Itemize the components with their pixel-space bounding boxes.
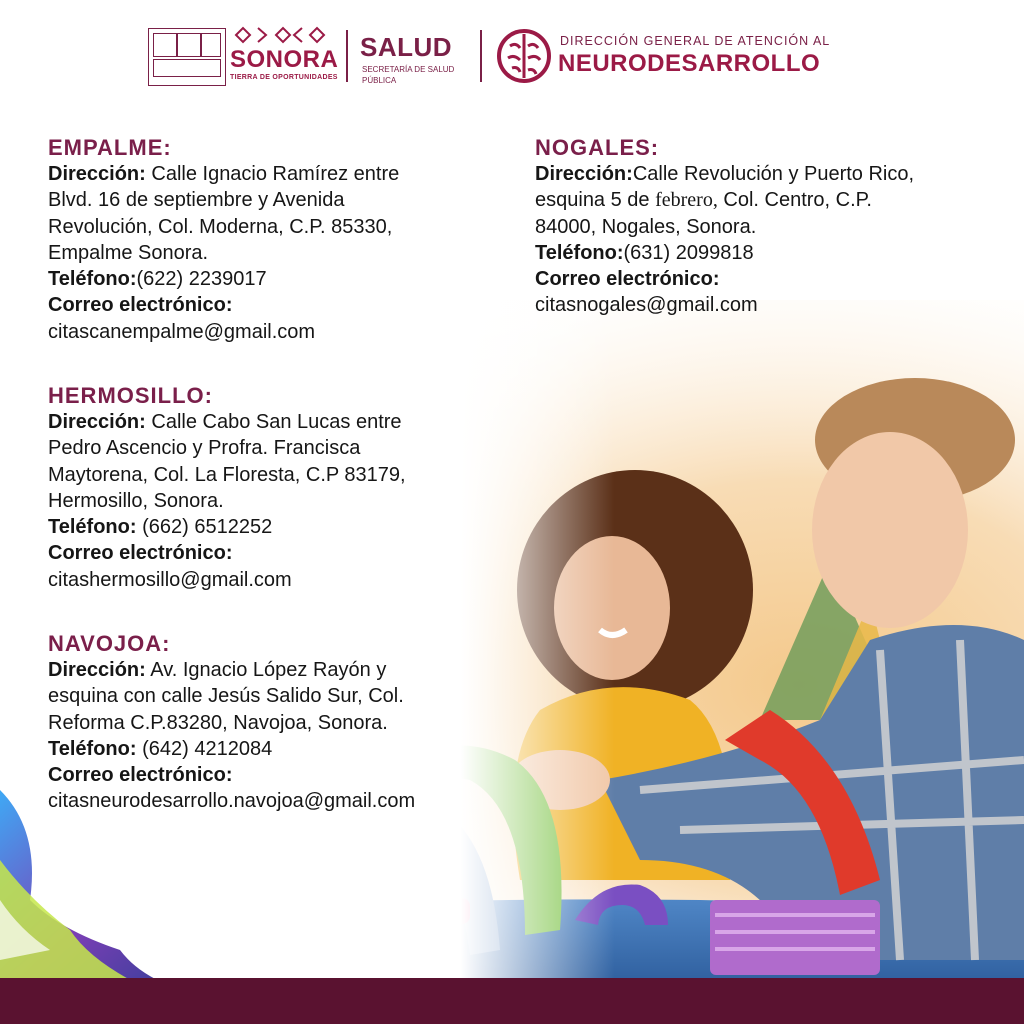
direction-title: NEURODESARROLLO — [558, 50, 821, 77]
phone-line — [48, 266, 399, 292]
address-line: 84000, Nogales, Sonora. — [535, 215, 757, 238]
salud-subtitle-line: SECRETARÍA DE SALUD — [362, 65, 455, 74]
phone-label: Teléfono: — [535, 241, 624, 264]
email-label: Correo electrónico: — [48, 294, 233, 317]
coat-quadrant — [153, 59, 221, 77]
navojoa-block — [48, 630, 415, 815]
address-line: Revolución, Col. Moderna, C.P. 85330, — [48, 215, 393, 238]
city-title: HERMOSILLO: — [48, 383, 213, 408]
address-text: Av. Ignacio López Rayón y — [150, 659, 387, 681]
address-label: Dirección: — [48, 411, 146, 433]
direction-subtitle: DIRECCIÓN GENERAL DE ATENCIÓN AL — [560, 34, 831, 48]
sonora-logo-text: SONORA — [230, 46, 339, 73]
salud-subtitle-line: PÚBLICA — [362, 76, 397, 85]
empalme-block — [48, 134, 399, 345]
phone-line — [535, 240, 914, 266]
email-address: citascanempalme@gmail.com — [48, 320, 316, 343]
address-text: esquina 5 de — [535, 189, 656, 212]
phone-label: Teléfono: — [48, 268, 137, 291]
address-label: Dirección: — [48, 163, 146, 185]
phone-label: Teléfono: — [48, 737, 137, 760]
footer-band — [0, 978, 1024, 1024]
email-address: citasneurodesarrollo.navojoa@gmail.com — [48, 790, 416, 813]
phone-number: (631) 2099818 — [623, 241, 754, 264]
address-line: Blvd. 16 de septiembre y Avenida — [48, 189, 345, 212]
address-text: febrero, — [655, 189, 718, 212]
email-label: Correo electrónico: — [535, 268, 720, 291]
email-address: citasnogales@gmail.com — [535, 294, 758, 317]
header-logos — [148, 22, 868, 92]
phone-number: (662) 6512252 — [142, 516, 273, 539]
address-line — [48, 161, 399, 187]
city-title: NAVOJOA: — [48, 631, 171, 656]
salud-logo-text: SALUD — [360, 32, 453, 62]
address-line — [48, 409, 406, 435]
address-text: Calle Cabo San Lucas entre — [151, 411, 402, 433]
address-text: Col. Centro, C.P. — [717, 189, 872, 212]
sonora-tagline: TIERRA DE OPORTUNIDADES — [230, 74, 338, 81]
phone-label: Teléfono: — [48, 516, 137, 539]
address-text: Calle Revolución y Puerto Rico, — [632, 163, 915, 185]
coat-quadrant — [153, 33, 177, 57]
city-title: EMPALME: — [48, 135, 172, 160]
salud-subtitle — [362, 64, 472, 86]
address-line — [535, 187, 914, 213]
phone-number: (622) 2239017 — [136, 268, 267, 291]
header-divider — [480, 30, 482, 82]
coat-quadrant — [177, 33, 201, 57]
address-line: Empalme Sonora. — [48, 241, 209, 264]
coat-quadrant — [201, 33, 221, 57]
nogales-block — [535, 134, 914, 319]
phone-line — [48, 514, 406, 540]
phone-line — [48, 736, 415, 762]
address-line — [535, 161, 914, 187]
sonora-pattern-icon — [232, 24, 328, 46]
address-label: Dirección: — [48, 659, 146, 681]
address-line: esquina con calle Jesús Salido Sur, Col. — [48, 685, 404, 708]
address-line: Pedro Ascencio y Profra. Francisca — [48, 437, 361, 460]
address-line — [48, 657, 415, 683]
address-line: Hermosillo, Sonora. — [48, 489, 224, 512]
address-text: Calle Ignacio Ramírez entre — [151, 163, 400, 185]
sonora-coat-of-arms-logo — [148, 28, 226, 86]
hermosillo-block — [48, 382, 406, 593]
email-label: Correo electrónico: — [48, 764, 233, 787]
brain-logo-icon — [496, 28, 552, 84]
phone-number: (642) 4212084 — [142, 737, 273, 760]
address-line: Reforma C.P.83280, Navojoa, Sonora. — [48, 711, 388, 734]
email-label: Correo electrónico: — [48, 542, 233, 565]
city-title: NOGALES: — [535, 135, 660, 160]
header-divider — [346, 30, 348, 82]
address-label: Dirección: — [535, 163, 633, 185]
address-line: Maytorena, Col. La Floresta, C.P 83179, — [48, 463, 406, 486]
email-address: citashermosillo@gmail.com — [48, 568, 292, 591]
